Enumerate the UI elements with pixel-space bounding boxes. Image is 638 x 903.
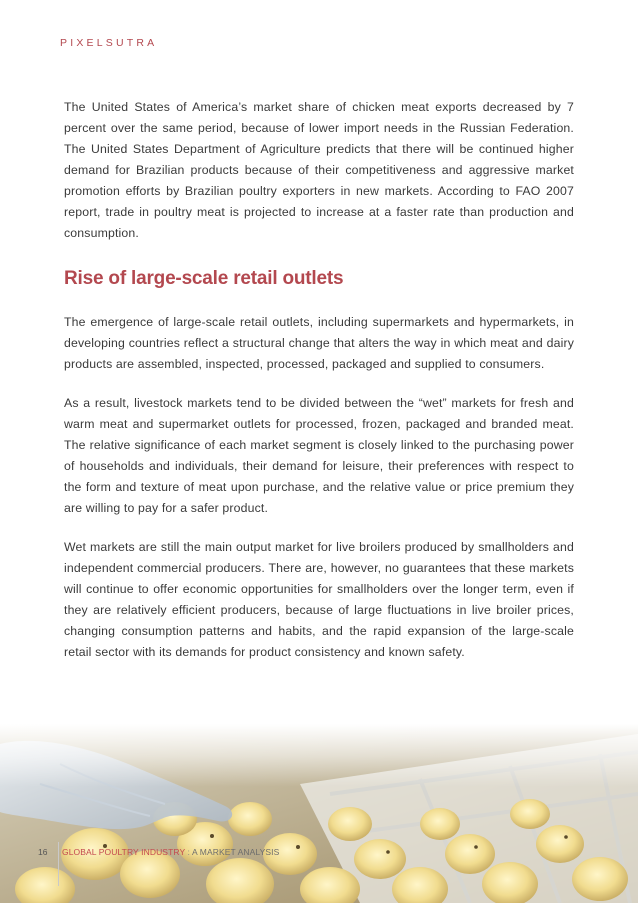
paragraph-market-division: As a result, livestock markets tend to be divided between the “wet” markets for fresh and warm meat and supermarket outlets for processed, frozen, packaged and branded meat. The relative significance of each market segment is closely linked to the purchasing power of households and individuals, their demand for leisure, their preferences with respect to the form and texture of meat upon purchase, and the relative value or price premium they are willing to pay for a safer product. (64, 396, 574, 515)
footer-title-separator: : (187, 847, 191, 857)
paragraph-emergence: The emergence of large-scale retail outlets, including supermarkets and hypermarkets, in developing countries reflect a structural change that alters the way in which meat and dairy products are assembled, inspected, processed, packaged and supplied to consumers. (64, 315, 574, 371)
page-number: 16 (38, 847, 48, 857)
brand-name: PIXELSUTRA (60, 37, 158, 49)
section-heading: Rise of large-scale retail outlets (64, 268, 344, 289)
chicks-photo (0, 724, 638, 903)
article-body (64, 97, 574, 681)
paragraph-exports: The United States of America’s market share of chicken meat exports decreased by 7 percent over the same period, because of lower import needs in the Russian Federation. The United States Department of Agriculture predicts that there will be continued higher demand for Brazilian products because of their competitiveness and aggressive market promotion efforts by Brazilian poultry exporters in new markets. According to FAO 2007 report, trade in poultry meat is projected to increase at a faster rate than production and consumption. (64, 100, 574, 240)
paragraph-wet-markets: Wet markets are still the main output market for live broilers produced by smallholders and independent commercial producers. There are, however, no guarantees that these markets will continue to offer economic opportunities for smallholders over the longer term, even if they are relatively efficient producers, because of large fluctuations in live broiler prices, changing consumption patterns and habits, and the rapid expansion of the large-scale retail sector with its demands for product consistency and known safety. (64, 540, 574, 659)
footer-title (62, 847, 279, 857)
footer-divider (58, 842, 59, 886)
footer-title-main: GLOBAL POULTRY INDUSTRY (62, 847, 186, 857)
page-footer (0, 842, 638, 862)
footer-title-sub: A MARKET ANALYSIS (192, 847, 280, 857)
